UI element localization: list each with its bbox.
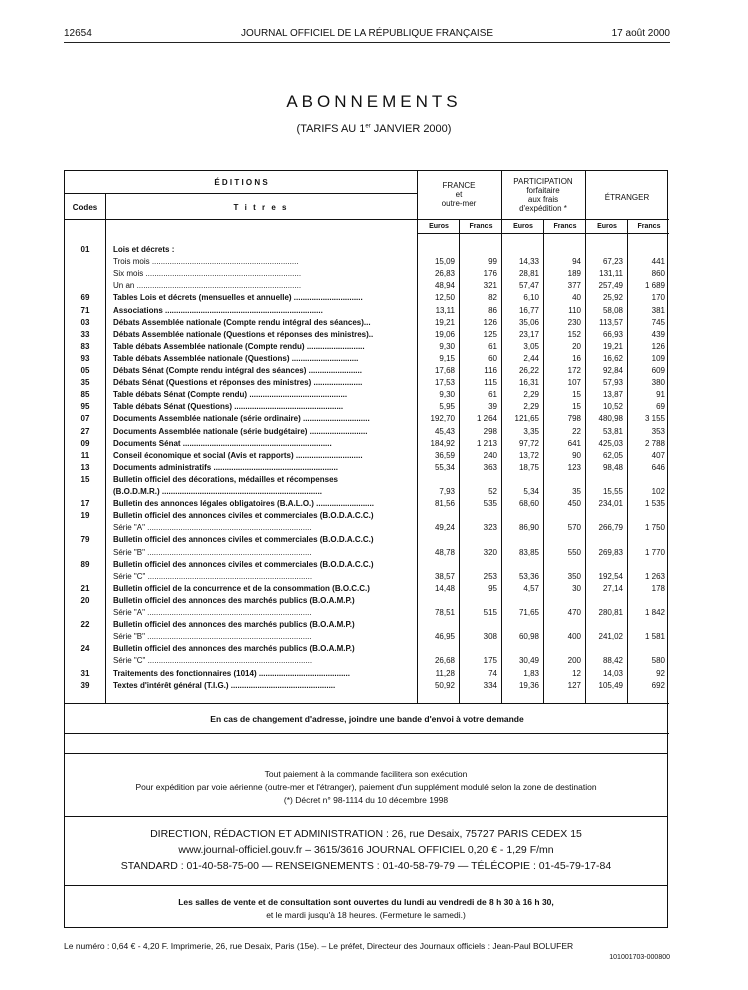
row-code: 22 [80,620,90,630]
row-code: 05 [80,366,90,375]
row-title: Bulletin officiel des annonces civiles et commerciales (B.O.D.A.C.C.) [113,559,374,569]
row-value: 234,01 [598,499,623,509]
row-value: 66,93 [602,329,623,339]
row-value: 450 [567,499,581,509]
row-value: 19,06 [434,329,455,339]
row-title: Bulletin des annonces légales obligatoires (B.A.L.O.) .......................... [113,499,374,509]
row-value: 192,70 [430,414,455,424]
row-value: 57,93 [602,378,623,388]
row-title: Conseil économique et social (Avis et rapports) .............................. [113,450,363,460]
row-value: 5,95 [439,402,455,412]
row-value: 30,49 [518,656,539,666]
row-value: 18,75 [518,462,539,472]
direction-line-1: DIRECTION, RÉDACTION ET ADMINISTRATION : 26, rue Desaix, 75727 PARIS CEDEX 15 [150,828,582,840]
row-value: 14,03 [602,668,623,678]
row-value: 1 535 [644,499,665,509]
row-value: 152 [567,329,581,339]
row-value: 36,59 [434,450,455,460]
row-value: 13,87 [602,390,623,400]
row-value: 68,60 [518,499,539,509]
row-title: (B.O.D.M.R.) ........................................................................ [113,487,322,496]
row-code: 89 [80,559,90,569]
row-value: 39 [488,402,497,412]
row-value: 480,98 [598,414,623,424]
row-value: 40 [572,293,581,303]
row-value: 26,22 [518,366,539,375]
row-value: 91 [656,390,665,400]
payment-line-1: Tout paiement à la commande facilitera son exécution [264,769,468,779]
row-value: 12,50 [434,293,455,303]
row-code: 95 [80,402,90,412]
row-value: 46,95 [434,632,455,642]
row-value: 439 [651,329,665,339]
row-value: 1 689 [644,281,665,291]
row-value: 69 [656,402,665,412]
row-title: Débats Assemblée nationale (Compte rendu intégral des séances)... [113,317,371,327]
row-value: 60,98 [518,632,539,642]
row-value: 5,34 [523,487,539,496]
row-value: 407 [651,450,665,460]
francs-label: Francs [553,223,577,230]
row-value: 12 [572,668,581,678]
row-value: 38,57 [434,571,455,581]
page-number: 12654 [64,28,92,39]
row-value: 126 [483,317,497,327]
footer-imprint: Le numéro : 0,64 € - 4,20 F. Imprimerie, 26, rue Desaix, Paris (15e). – Le préfet, Directeur des Journaux officiels : Jean-Paul BOLUFER [64,941,574,951]
row-value: 19,21 [602,341,623,351]
row-value: 48,78 [434,547,455,557]
row-value: 1 842 [644,608,665,617]
row-value: 109 [651,353,665,363]
row-value: 92 [656,668,665,678]
row-code: 39 [80,680,90,690]
row-value: 52 [488,487,497,496]
row-value: 16,31 [518,378,539,388]
row-title: Série "C" .......................................................................... [113,656,313,666]
row-value: 6,10 [523,293,539,303]
francs-label: Francs [469,223,493,230]
row-value: 22 [572,426,581,436]
row-title: Documents Assemblée nationale (série budgétaire) .......................... [113,426,368,436]
row-value: 16,77 [518,305,539,315]
row-value: 570 [567,523,581,533]
row-value: 25,92 [602,293,623,303]
row-value: 17,53 [434,378,455,388]
row-value: 192,54 [598,571,623,581]
row-code: 09 [80,438,90,448]
row-value: 1 213 [476,438,497,448]
row-value: 641 [567,438,581,448]
row-value: 3,35 [523,426,539,436]
row-value: 860 [651,269,665,279]
codes-header: Codes [72,203,98,212]
row-value: 74 [488,668,497,678]
row-value: 113,57 [599,317,623,327]
row-title: Bulletin officiel des annonces civiles et commerciales (B.O.D.A.C.C.) [113,535,374,545]
row-value: 19,36 [518,680,539,690]
row-value: 30 [572,583,581,593]
row-title: Tables Lois et décrets (mensuelles et annuelle) ............................... [113,293,363,303]
row-value: 15 [572,402,581,412]
row-value: 14,48 [434,583,455,593]
row-title: Série "B" .......................................................................... [113,632,312,642]
row-value: 35 [572,487,581,496]
row-title: Série "C" .......................................................................... [113,571,313,581]
journal-name: JOURNAL OFFICIEL DE LA RÉPUBLIQUE FRANÇAISE [240,28,494,39]
decree-note: (*) Décret n° 98-1114 du 10 décembre 1998 [283,795,449,805]
row-value: 646 [651,462,665,472]
row-value: 102 [651,487,665,496]
row-value: 57,47 [518,281,539,291]
row-value: 253 [483,571,497,581]
row-value: 14,33 [518,257,539,267]
row-value: 20 [572,341,581,351]
row-value: 170 [651,293,665,303]
euros-label: Euros [429,223,449,230]
row-value: 28,81 [518,269,539,279]
row-value: 550 [567,547,581,557]
row-value: 470 [567,608,581,617]
row-title: Bulletin officiel des décorations, médailles et récompenses [113,474,338,484]
row-value: 580 [651,656,665,666]
row-value: 58,08 [602,305,623,315]
row-value: 107 [567,378,581,388]
row-value: 2,44 [523,353,539,363]
row-value: 1 264 [476,414,497,424]
row-code: 03 [80,317,90,327]
row-value: 1 770 [644,547,665,557]
row-value: 27,14 [602,583,623,593]
row-title: Débats Sénat (Compte rendu intégral des séances) ........................ [113,366,362,375]
row-title: Documents Assemblée nationale (série ordinaire) .............................. [113,414,370,424]
row-value: 266,79 [598,523,623,533]
row-value: 353 [651,426,665,436]
row-value: 45,43 [434,426,455,436]
row-code: 79 [80,535,90,545]
row-title: Trois mois .................................................................. [113,257,299,267]
row-value: 189 [567,269,581,279]
row-value: 323 [483,523,497,533]
row-value: 23,17 [518,329,539,339]
row-code: 24 [80,644,90,654]
row-value: 13,11 [435,305,455,315]
row-value: 121,65 [514,414,539,424]
issue-date: 17 août 2000 [611,28,670,39]
row-value: 82 [488,293,497,303]
row-value: 4,57 [523,583,539,593]
row-value: 320 [483,547,497,557]
row-value: 535 [483,499,497,509]
row-value: 15,55 [602,487,623,496]
row-code: 69 [80,293,90,303]
row-value: 15,09 [434,257,455,267]
row-value: 53,81 [602,426,623,436]
row-value: 26,83 [434,269,455,279]
row-value: 17,68 [434,366,455,375]
row-value: 16 [572,353,581,363]
row-value: 3 155 [644,414,665,424]
footer-code: 101001703-000800 [609,954,670,961]
row-title: Bulletin officiel des annonces civiles et commerciales (B.O.D.A.C.C.) [113,511,374,521]
francs-label: Francs [637,223,661,230]
row-code: 20 [80,595,90,605]
row-value: 2 788 [644,438,665,448]
page-subtitle: (TARIFS AU 1er JANVIER 2000) [296,123,452,135]
euros-label: Euros [597,223,617,230]
row-value: 62,05 [602,450,623,460]
row-value: 184,92 [430,438,455,448]
row-value: 94 [572,257,581,267]
row-code: 01 [80,245,90,254]
row-value: 125 [483,329,497,339]
row-value: 90 [572,450,581,460]
row-value: 78,51 [434,608,455,617]
row-title: Série "A" .......................................................................... [113,523,312,533]
row-value: 95 [488,583,497,593]
direction-line-2: www.journal-officiel.gouv.fr – 3615/3616 JOURNAL OFFICIEL 0,20 € - 1,29 F/mn [178,844,554,856]
row-value: 175 [483,656,497,666]
row-code: 15 [80,474,90,484]
row-value: 9,15 [439,353,455,363]
row-value: 98,48 [602,462,623,472]
editions-header: É D I T I O N S [214,178,268,187]
row-title: Bulletin officiel des annonces des marchés publics (B.O.A.M.P.) [113,644,355,654]
row-value: 798 [567,414,581,424]
row-value: 176 [483,269,497,279]
row-value: 15 [572,390,581,400]
row-value: 308 [483,632,497,642]
page-title: ABONNEMENTS [286,92,462,111]
row-title: Documents administratifs ........................................................ [113,462,338,472]
row-title: Textes d'intérêt général (T.I.G.) ............................................... [113,680,336,690]
row-value: 240 [483,450,497,460]
row-code: 71 [80,305,90,315]
row-title: Table débats Sénat (Questions) ................................................. [113,402,344,412]
row-value: 83,85 [518,547,539,557]
row-value: 10,52 [602,402,623,412]
row-value: 16,62 [602,353,623,363]
row-code: 19 [80,511,90,521]
row-value: 127 [567,680,581,690]
row-value: 126 [651,341,665,351]
row-code: 07 [80,414,90,424]
row-value: 515 [483,608,497,617]
row-title: Série "A" .......................................................................... [113,608,312,617]
row-value: 7,93 [439,487,455,496]
row-title: Bulletin officiel des annonces des marchés publics (B.O.A.M.P.) [113,620,355,630]
row-value: 172 [567,366,581,375]
address-notice: En cas de changement d'adresse, joindre une bande d'envoi à votre demande [210,714,524,724]
row-value: 230 [567,317,581,327]
row-value: 11,28 [435,668,455,678]
row-value: 50,92 [434,680,455,690]
row-value: 71,65 [518,608,539,617]
row-title: Série "B" .......................................................................... [113,547,312,557]
row-value: 200 [567,656,581,666]
row-value: 2,29 [523,390,539,400]
row-value: 380 [651,378,665,388]
row-value: 425,03 [598,438,623,448]
row-value: 363 [483,462,497,472]
row-code: 35 [80,378,90,388]
row-value: 441 [651,257,665,267]
row-value: 321 [483,281,497,291]
france-header: FRANCE et outre-mer [441,181,477,208]
row-value: 381 [651,305,665,315]
row-title: Bulletin officiel de la concurrence et de la consommation (B.O.C.C.) [113,583,370,593]
row-value: 1 581 [644,632,665,642]
row-title: Table débats Assemblée nationale (Questions) .............................. [113,353,359,363]
row-title: Traitements des fonctionnaires (1014) ......................................... [113,668,350,678]
row-value: 1 750 [644,523,665,533]
row-value: 257,49 [598,281,623,291]
row-value: 86,90 [518,523,539,533]
row-value: 81,56 [434,499,455,509]
hours-line-1: Les salles de vente et de consultation sont ouvertes du lundi au vendredi de 8 h 30 à 16 h 30, [178,897,554,907]
row-value: 280,81 [598,608,623,617]
row-value: 110 [568,305,581,315]
row-code: 17 [80,499,90,509]
payment-line-2: Pour expédition par voie aérienne (outre-mer et l'étranger), paiement d'un supplément modulé selon la zone de destination [135,782,597,792]
row-value: 241,02 [598,632,623,642]
row-value: 99 [488,257,497,267]
row-code: 33 [80,329,90,339]
row-value: 9,30 [439,341,455,351]
row-value: 86 [488,305,497,315]
row-value: 131,11 [599,269,623,279]
running-header [64,26,670,43]
row-value: 334 [483,680,497,690]
participation-header: PARTICIPATION forfaitaire aux frais d'expédition * [513,177,573,213]
row-value: 400 [567,632,581,642]
row-value: 178 [651,583,665,593]
row-value: 609 [651,366,665,375]
row-value: 61 [488,390,497,400]
row-value: 60 [488,353,497,363]
row-code: 85 [80,390,90,400]
row-title: Table débats Assemblée nationale (Compte rendu) .......................... [113,341,365,351]
row-value: 3,05 [523,341,539,351]
row-value: 745 [651,317,665,327]
row-value: 35,06 [518,317,539,327]
row-value: 105,49 [598,680,623,690]
row-code: 11 [80,450,90,460]
row-value: 298 [483,426,497,436]
row-value: 350 [567,571,581,581]
row-code: 13 [80,462,90,472]
row-value: 48,94 [434,281,455,291]
row-value: 377 [567,281,581,291]
row-value: 55,34 [434,462,455,472]
row-value: 116 [484,366,497,375]
row-value: 123 [567,462,581,472]
row-title: Table débats Sénat (Compte rendu) ............................................ [113,390,348,400]
row-title: Associations ....................................................................... [113,305,323,315]
row-value: 53,36 [518,571,539,581]
row-value: 67,23 [602,257,623,267]
row-code: 21 [80,583,90,593]
hours-line-2: et le mardi jusqu'à 18 heures. (Fermeture le samedi.) [266,910,466,920]
row-value: 115 [484,378,497,388]
row-value: 26,68 [434,656,455,666]
row-title: Six mois ...................................................................... [113,269,302,279]
euros-label: Euros [513,223,533,230]
row-title: Documents Sénat ................................................................... [113,438,332,448]
row-value: 1 263 [644,571,665,581]
row-title: Lois et décrets : [113,245,175,254]
row-value: 1,83 [523,668,539,678]
row-title: Un an .......................................................................... [113,281,302,291]
row-value: 13,72 [518,450,539,460]
row-value: 2,29 [523,402,539,412]
row-code: 27 [80,426,90,436]
row-value: 97,72 [518,438,539,448]
row-value: 88,42 [602,656,623,666]
row-code: 83 [80,341,90,351]
row-value: 19,21 [434,317,455,327]
tariff-table [64,170,668,754]
row-value: 9,30 [439,390,455,400]
row-value: 49,24 [434,523,455,533]
row-value: 61 [488,341,497,351]
row-value: 269,83 [598,547,623,557]
row-title: Bulletin officiel des annonces des marchés publics (B.O.A.M.P.) [113,595,355,605]
row-value: 92,84 [602,366,623,375]
row-code: 31 [80,668,90,678]
row-title: Débats Assemblée nationale (Questions et réponses des ministres).. [113,329,374,339]
titres-header: T i t r e s [233,203,289,212]
etranger-header: ÉTRANGER [604,193,650,202]
row-value: 692 [651,680,665,690]
row-title: Débats Sénat (Questions et réponses des ministres) ...................... [113,378,363,388]
direction-line-3: STANDARD : 01-40-58-75-00 — RENSEIGNEMENTS : 01-40-58-79-79 — TÉLÉCOPIE : 01-45-79-17-84 [120,860,612,872]
row-code: 93 [80,353,90,363]
